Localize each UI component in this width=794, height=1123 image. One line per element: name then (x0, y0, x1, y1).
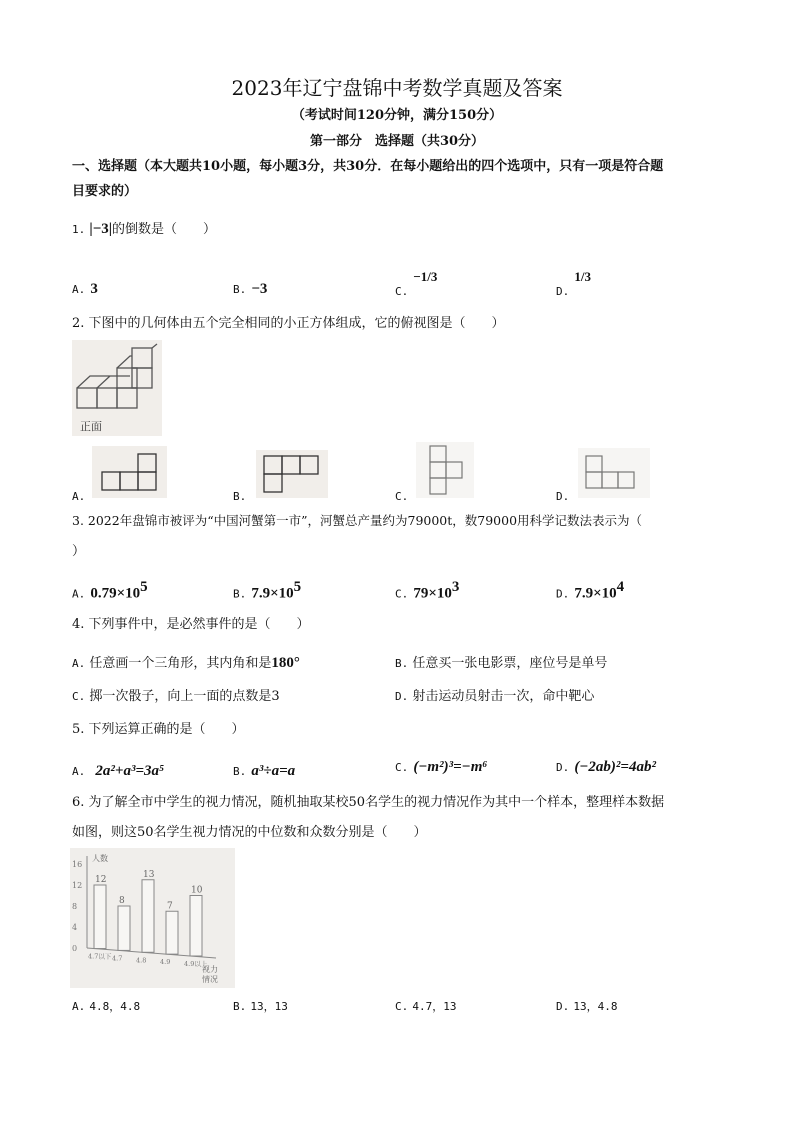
question-3-cont: ） (72, 544, 86, 559)
q6-option-d[interactable]: D. 13，4.8 (556, 1000, 618, 1013)
question-3: 3. 2022年盘锦市被评为“中国河蟹第一市”，河蟹总产量约为79000t，数79000用科学记数法表示为（ (72, 513, 643, 528)
q2-option-c-figure[interactable] (416, 442, 474, 498)
x-tick-label: 4.8 (136, 956, 147, 965)
q5-option-a[interactable]: A. 2a²+a³=3a⁵ (72, 763, 165, 779)
bar (94, 885, 106, 949)
q4-option-a[interactable]: A. 任意画一个三角形，其内角和是180° (72, 655, 300, 671)
q2-option-a-label[interactable]: A. (72, 490, 86, 503)
y-axis-label: 人数 (92, 854, 108, 863)
x-tick-label: 4.9 (160, 958, 171, 967)
q2-option-b-figure[interactable] (256, 450, 328, 498)
part-title: 第一部分 选择题（共30分） (309, 134, 485, 149)
bar-value-label: 7 (167, 901, 173, 912)
y-tick-label: 4 (72, 923, 78, 932)
figure-caption: 正面 (80, 420, 102, 433)
cube-solid-figure (72, 340, 162, 436)
bar (190, 896, 202, 956)
x-tick-label: 4.7以下 (88, 952, 112, 961)
bar-value-label: 12 (95, 875, 107, 885)
bar (142, 880, 154, 953)
question-6: 6. 为了解全市中学生的视力情况，随机抽取某校50名学生的视力情况作为其中一个样本，整理样本数据 (72, 795, 665, 810)
bar-value-label: 13 (143, 869, 155, 880)
bar (118, 906, 130, 950)
q2-option-b-label[interactable]: B. (233, 490, 247, 503)
q1-option-d[interactable]: $_{D.}$ 1/3 (556, 269, 591, 298)
q5-option-c[interactable]: C. (−m²)³=−m⁶ (395, 759, 488, 775)
question-4: 4. 下列事件中，是必然事件的是（ ） (72, 617, 310, 632)
top-view-a (92, 446, 167, 498)
q4-option-d[interactable]: D. 射击运动员射击一次，命中靶心 (395, 689, 595, 704)
q1-option-a[interactable]: A. 3 (72, 281, 98, 297)
vision-bar-chart (70, 848, 235, 988)
bar-chart-svg (70, 848, 235, 988)
q1-option-c[interactable]: $_{C.}$ −1/3 (395, 269, 438, 298)
q2-option-d-figure[interactable] (578, 448, 650, 498)
question-2: 2. 下图中的几何体由五个完全相同的小正方体组成，它的俯视图是（ ） (72, 316, 505, 331)
top-view-b (256, 450, 328, 498)
q6-option-a[interactable]: A. 4.8，4.8 (72, 1000, 141, 1013)
q5-option-b[interactable]: B. a³÷a=a (233, 763, 296, 779)
q1-option-b[interactable]: B. −3 (233, 281, 268, 297)
q3-option-c[interactable]: C. $79\times 10^3$ (395, 579, 460, 602)
q2-option-c-label[interactable]: C. (395, 490, 409, 503)
x-axis-label: 视力 (202, 965, 218, 974)
q6-option-b[interactable]: B. 13，13 (233, 1000, 288, 1013)
top-view-c (416, 442, 474, 498)
q6-option-c[interactable]: C. 4.7，13 (395, 1000, 457, 1013)
question-1: 1. |−3|的倒数是（ ） (72, 221, 217, 237)
bar (166, 911, 178, 954)
q4-option-c[interactable]: C. 掷一次骰子，向上一面的点数是3 (72, 689, 280, 704)
y-tick-label: 16 (72, 860, 83, 869)
q3-option-d[interactable]: D. $7.9\times 10^4$ (556, 579, 625, 602)
bar-value-label: 8 (119, 896, 125, 906)
exam-info: （考试时间120分钟，满分150分） (291, 108, 503, 123)
x-tick-label: 4.7 (112, 954, 123, 963)
q5-option-d[interactable]: D. (−2ab)²=4ab² (556, 759, 656, 775)
section-heading: 一、选择题（本大题共10小题，每小题3分，共30分．在每小题给出的四个选项中，只有一项是符合题 (72, 159, 664, 174)
x-tick-label: 4.9以上 (184, 959, 208, 968)
q2-option-a-figure[interactable] (92, 446, 167, 498)
page-title: 2023年辽宁盘锦中考数学真题及答案 (231, 76, 563, 100)
q2-option-d-label[interactable]: D. (556, 490, 570, 503)
y-tick-label: 0 (72, 944, 78, 953)
question-6-cont: 如图，则这50名学生视力情况的中位数和众数分别是（ ） (72, 825, 427, 840)
cube-figure-drawing (72, 340, 162, 436)
q4-option-b[interactable]: B. 任意买一张电影票，座位号是单号 (395, 656, 608, 671)
q3-option-b[interactable]: B. $7.9\times 10^5$ (233, 579, 302, 602)
question-5: 5. 下列运算正确的是（ ） (72, 722, 245, 737)
q3-option-a[interactable]: A. $0.79\times 10^5$ (72, 579, 148, 602)
bar-value-label: 10 (191, 885, 203, 896)
x-axis-label-2: 情况 (202, 975, 218, 984)
section-heading-cont: 目要求的） (72, 184, 138, 199)
y-tick-label: 12 (72, 881, 83, 890)
abs-neg-3: |−3| (89, 221, 113, 237)
y-tick-label: 8 (72, 902, 78, 911)
top-view-d (578, 448, 650, 498)
